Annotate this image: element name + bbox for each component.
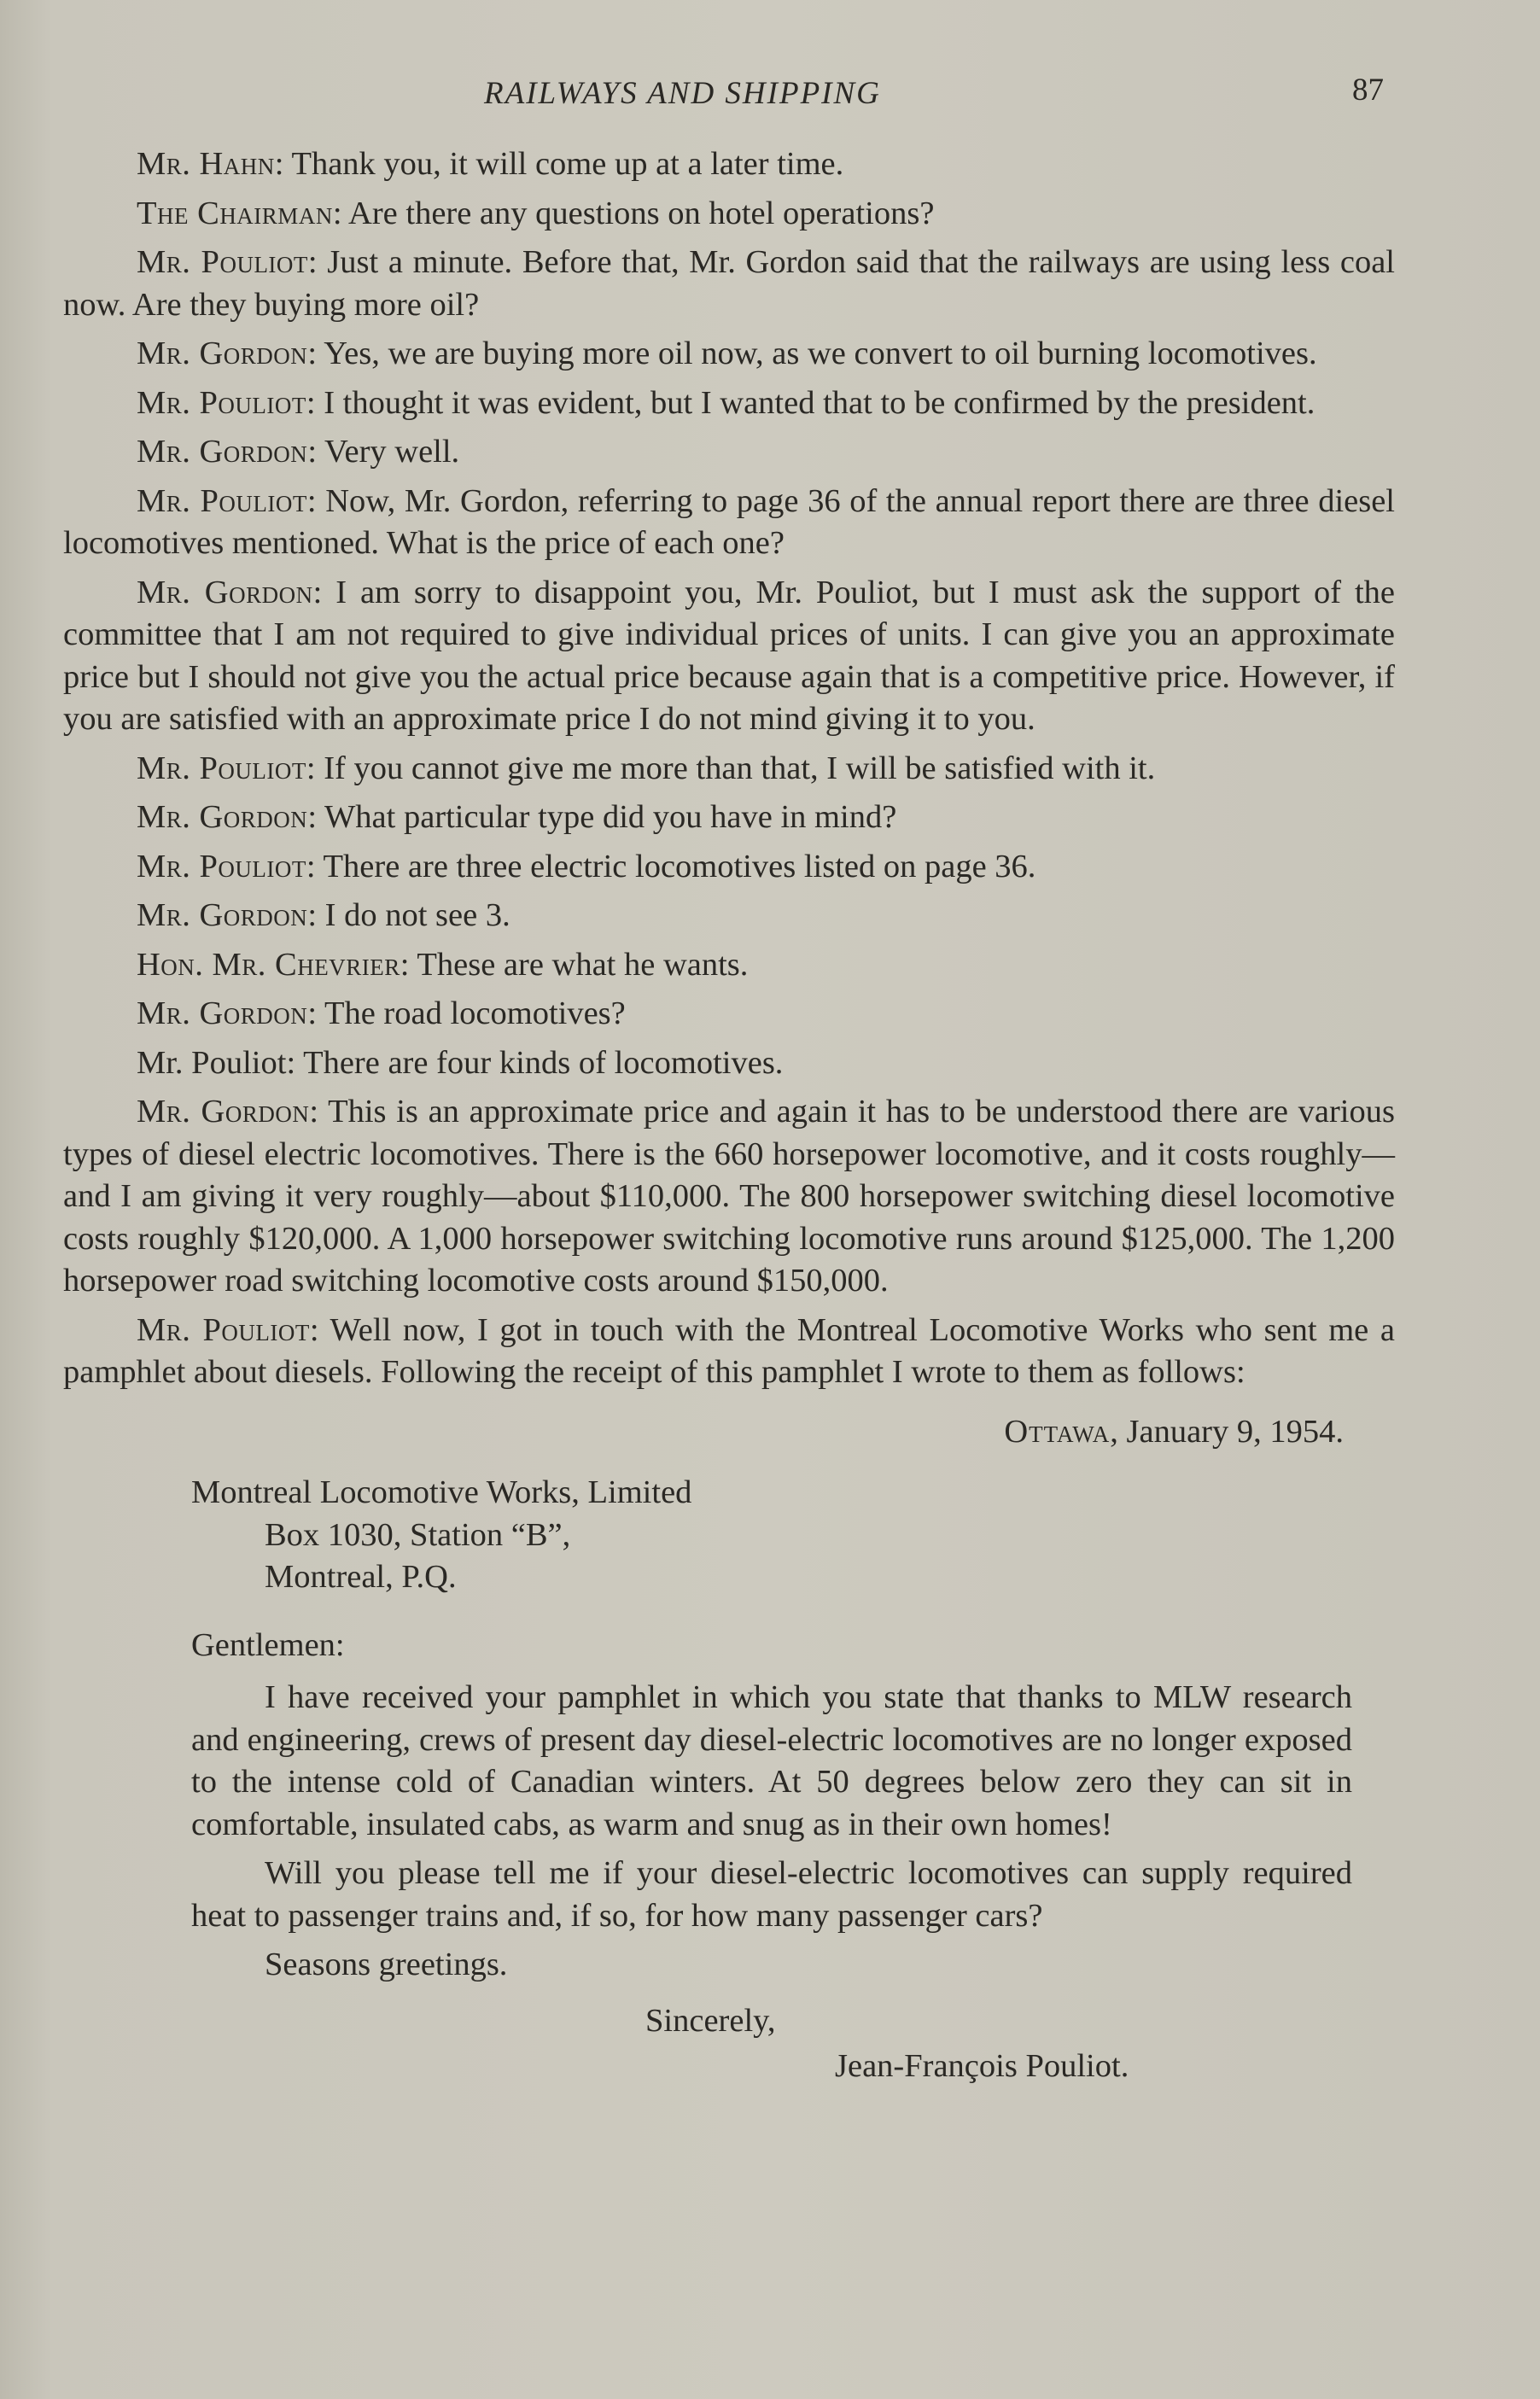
address-line: Box 1030, Station “B”, [265,1516,571,1553]
speech-paragraph: Mr. Pouliot: If you cannot give me more than that, I will be satisfied with it. [137,750,1156,786]
speech-paragraph: Mr. Pouliot: There are four kinds of locomotives. [137,1044,784,1081]
speech-text: There are three electric locomotives listed on page 36. [323,848,1036,884]
speech-paragraph: Mr. Gordon: Very well. [137,434,460,470]
speech-text: The road locomotives? [324,995,626,1031]
speech-paragraph: Mr. Gordon: The road locomotives? [137,995,626,1031]
speaker-name: Mr. Pouliot [137,244,308,280]
letter-place: Ottawa [1004,1413,1111,1450]
speech-text: Well now, I got in touch with the Montreal Locomotive Works who sent me a pamphlet about diesels. Following the receipt of this pamphlet I wrote to them as follows: [63,1311,1395,1390]
speech-text: Very well. [324,434,460,470]
speech-paragraph: Mr. Gordon: I am sorry to disappoint you, Mr. Pouliot, but I must ask the support of the committee that I am not required to give individual prices of units. I can give you an approximate price but I should not give you the actual price because again that is a competitive price. However, if you are satisfied with an approximate price I do not mind giving it to you. [63,574,1395,737]
speech-paragraph: Mr. Pouliot: Just a minute. Before that, Mr. Gordon said that the railways are using less coal now. Are they buying more oil? [63,244,1395,323]
speech-text: Thank you, it will come up at a later time. [291,146,844,182]
speech-paragraph: Mr. Gordon: I do not see 3. [137,897,510,933]
transcript-body [63,143,1395,2088]
letter-closing: Sincerely, [645,2002,776,2039]
speech-text: I do not see 3. [324,897,510,933]
speech-paragraph: Mr. Gordon: What particular type did you have in mind? [137,799,897,835]
speaker-name: Mr. Gordon [137,995,308,1031]
speech-paragraph: Hon. Mr. Chevrier: These are what he wants. [137,946,749,983]
letter-paragraph: Will you please tell me if your diesel-electric locomotives can supply required heat to passenger trains and, if so, for how many passenger cars? [191,1855,1352,1934]
speech-paragraph: Mr. Pouliot: There are three electric locomotives listed on page 36. [137,848,1036,884]
speech-text: Yes, we are buying more oil now, as we convert to oil burning locomotives. [324,336,1317,371]
speech-paragraph: Mr. Pouliot: Now, Mr. Gordon, referring to page 36 of the annual report there are three diesel locomotives mentioned. What is the price of each one? [63,482,1395,561]
speaker-name: Mr. Gordon [137,799,308,835]
letter-dateline: Ottawa, January 9, 1954. [1004,1413,1344,1450]
letter [191,1472,1352,1987]
speech-paragraph: Mr. Hahn: Thank you, it will come up at a later time. [137,146,844,182]
speaker-name: Mr. Gordon [137,1094,310,1129]
page-number: 87 [1352,73,1384,108]
speech-text: There are four kinds of locomotives. [303,1044,784,1081]
speaker-name: Mr. Pouliot [137,750,306,786]
speaker-name: Mr. Pouliot [137,1044,287,1081]
speaker-name: Mr. Hahn [137,146,275,182]
letter-signature: Jean-François Pouliot. [835,2048,1129,2084]
speech-text: Are there any questions on hotel operations? [348,195,935,231]
speech-text: These are what he wants. [417,946,749,983]
speaker-name: Mr. Pouliot [137,848,306,884]
speech-text: I am sorry to disappoint you, Mr. Pouliot, but I must ask the support of the committee that I am not required to give individual prices of units. I can give you an approximate price but I should not give you the actual price because again that is a competitive price. However, if you are satisfied with an approximate price I do not mind giving it to you. [63,574,1395,737]
speaker-name: Mr. Pouliot [137,1311,310,1348]
speech-text: If you cannot give me more than that, I will be satisfied with it. [324,750,1156,786]
speech-text: Just a minute. Before that, Mr. Gordon said that the railways are using less coal now. Are they buying more oil? [63,244,1395,323]
speaker-name: Mr. Pouliot [137,482,307,519]
letter-paragraph: I have received your pamphlet in which you state that thanks to MLW research and engineering, crews of present day diesel-electric locomotives are no longer exposed to the intense cold of Canadian winters. At 50 degrees below zero they can sit in comfortable, insulated cabs, as warm and snug as in their own homes! [191,1679,1352,1842]
speaker-name: Hon. Mr. Chevrier [137,946,400,983]
speech-text: This is an approximate price and again it has to be understood there are various types of diesel electric locomotives. There is the 660 horsepower locomotive, and it costs roughly—and I am giving it very roughly—about $110,000. The 800 horsepower switching diesel locomotive costs roughly $120,000. A 1,000 horsepower switching locomotive runs around $125,000. The 1,200 horsepower road switching locomotive costs around $150,000. [63,1094,1395,1299]
speech-paragraph: Mr. Pouliot: Well now, I got in touch with the Montreal Locomotive Works who sent me a pamphlet about diesels. Following the receipt of this pamphlet I wrote to them as follows: [63,1311,1395,1390]
speech-paragraph: Mr. Gordon: Yes, we are buying more oil now, as we convert to oil burning locomotives. [137,336,1317,371]
address-line: Montreal, P.Q. [265,1559,457,1595]
speech-paragraph: Mr. Gordon: This is an approximate price and again it has to be understood there are various types of diesel electric locomotives. There is the 660 horsepower locomotive, and it costs roughly—and I am giving it very roughly—about $110,000. The 800 horsepower switching diesel locomotive costs roughly $120,000. A 1,000 horsepower switching locomotive runs around $125,000. The 1,200 horsepower road switching locomotive costs around $150,000. [63,1094,1395,1299]
speech-text: I thought it was evident, but I wanted that to be confirmed by the president. [324,384,1315,421]
letter-date: January 9, 1954. [1126,1413,1344,1450]
speech-paragraph: The Chairman: Are there any questions on hotel operations? [137,195,935,231]
speech-text: What particular type did you have in mind? [324,799,897,835]
running-head: RAILWAYS AND SHIPPING [484,76,881,111]
letter-salutation: Gentlemen: [191,1626,345,1663]
speaker-name: Mr. Gordon [137,897,308,933]
speech-paragraph: Mr. Pouliot: I thought it was evident, but I wanted that to be confirmed by the president. [137,384,1315,421]
page-header [0,75,1540,118]
speaker-name: Mr. Gordon [137,574,313,610]
speaker-name: Mr. Gordon [137,336,308,371]
letter-paragraph: Seasons greetings. [265,1947,508,1982]
address-line: Montreal Locomotive Works, Limited [191,1474,692,1510]
speech-text: Now, Mr. Gordon, referring to page 36 of the annual report there are three diesel locomotives mentioned. What is the price of each one? [63,482,1395,561]
speaker-name: Mr. Gordon [137,434,308,470]
speaker-name: The Chairman [137,195,333,231]
speaker-name: Mr. Pouliot [137,384,306,421]
